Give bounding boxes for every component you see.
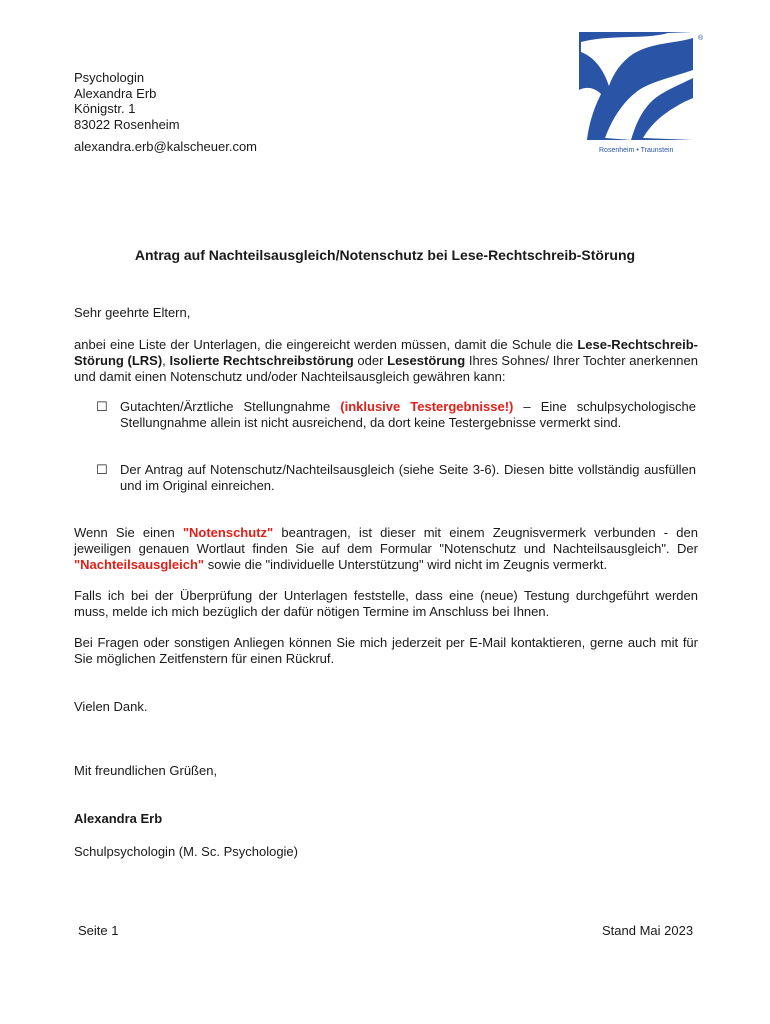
signature-name: Alexandra Erb bbox=[74, 811, 163, 826]
intro-text: anbei eine Liste der Unterlagen, die eingereicht werden müssen, damit die Schule die bbox=[74, 337, 578, 352]
checkbox-icon: ☐ bbox=[96, 462, 108, 477]
intro-paragraph bbox=[74, 337, 698, 385]
document-title: Antrag auf Nachteilsausgleich/Notenschutz bei Lese-Rechtschreib-Störung bbox=[134, 247, 636, 263]
page-number: Seite 1 bbox=[78, 923, 119, 938]
nachteilsausgleich-highlight: "Nachteilsausgleich" bbox=[74, 557, 205, 572]
sender-email[interactable]: alexandra.erb@kalscheuer.com bbox=[74, 139, 258, 154]
registered-mark: ® bbox=[698, 35, 704, 42]
intro-text: oder bbox=[353, 353, 388, 368]
testing-paragraph: Falls ich bei der Überprüfung der Unterlagen feststelle, dass eine (neue) Testung durchgeführt werden muss, melde ich mich bezüglich der dafür nötigen Termine im Anschluss bei Ihnen. bbox=[74, 588, 698, 619]
intro-text: , bbox=[162, 353, 170, 368]
salutation: Sehr geehrte Eltern, bbox=[74, 305, 191, 320]
closing-line: Mit freundlichen Grüßen, bbox=[74, 763, 218, 778]
list-item-text bbox=[120, 462, 696, 494]
contact-paragraph: Bei Fragen oder sonstigen Anliegen können Sie mich jederzeit per E-Mail kontaktieren, gerne auch mit für Sie möglichen Zeitfenstern für einen Rückruf. bbox=[74, 635, 698, 666]
notenschutz-paragraph bbox=[74, 525, 698, 573]
list-text: Gutachten/Ärztliche Stellungnahme bbox=[120, 399, 341, 414]
para-text: Wenn Sie einen bbox=[74, 525, 183, 540]
intro-bold: Lese-Rechtschreib-Störung (LRS) bbox=[74, 337, 698, 368]
checkbox-icon: ☐ bbox=[96, 399, 108, 414]
notenschutz-highlight: "Notenschutz" bbox=[182, 525, 274, 540]
sender-line: Königstr. 1 bbox=[74, 101, 136, 116]
intro-bold: Isolierte Rechtschreibstörung bbox=[169, 353, 354, 368]
signature-role: Schulpsychologin (M. Sc. Psychologie) bbox=[74, 844, 298, 859]
intro-bold: Lesestörung bbox=[387, 353, 466, 368]
list-item bbox=[96, 462, 696, 494]
sender-address bbox=[74, 70, 180, 132]
sender-line: Psychologin bbox=[74, 70, 145, 85]
revision-date: Stand Mai 2023 bbox=[602, 923, 694, 938]
list-highlight: (inklusive Testergebnisse!) bbox=[340, 399, 514, 414]
list-text: – Eine schulpsychologische Stellungnahme allein ist nicht ausreichend, da dort keine Testergebnisse vermerkt sind. bbox=[120, 399, 696, 430]
company-logo bbox=[573, 30, 713, 155]
list-item bbox=[96, 399, 696, 431]
sender-line: 83022 Rosenheim bbox=[74, 116, 180, 132]
logo-graphic bbox=[573, 30, 713, 155]
list-text: Der Antrag auf Notenschutz/Nachteilsausgleich (siehe Seite 3-6). Diesen bitte vollständig ausfüllen und im Original einreichen. bbox=[120, 462, 696, 493]
list-item-text bbox=[120, 399, 696, 431]
para-text: sowie die "individuelle Unterstützung" wird nicht im Zeugnis vermerkt. bbox=[204, 557, 608, 572]
logo-caption: Rosenheim • Traunstein bbox=[599, 147, 674, 154]
sender-line: Alexandra Erb bbox=[74, 85, 157, 101]
para-text: beantragen, ist dieser mit einem Zeugnisvermerk verbunden - den jeweiligen genauen Wortlaut finden Sie auf dem Formular "Notenschutz und Nachteilsausgleich". Der bbox=[74, 525, 698, 556]
thanks-line: Vielen Dank. bbox=[74, 699, 148, 714]
intro-text: Ihres Sohnes/ Ihrer Tochter anerkennen und damit einen Notenschutz und/oder Nachteilsausgleich gewähren kann: bbox=[74, 353, 698, 384]
